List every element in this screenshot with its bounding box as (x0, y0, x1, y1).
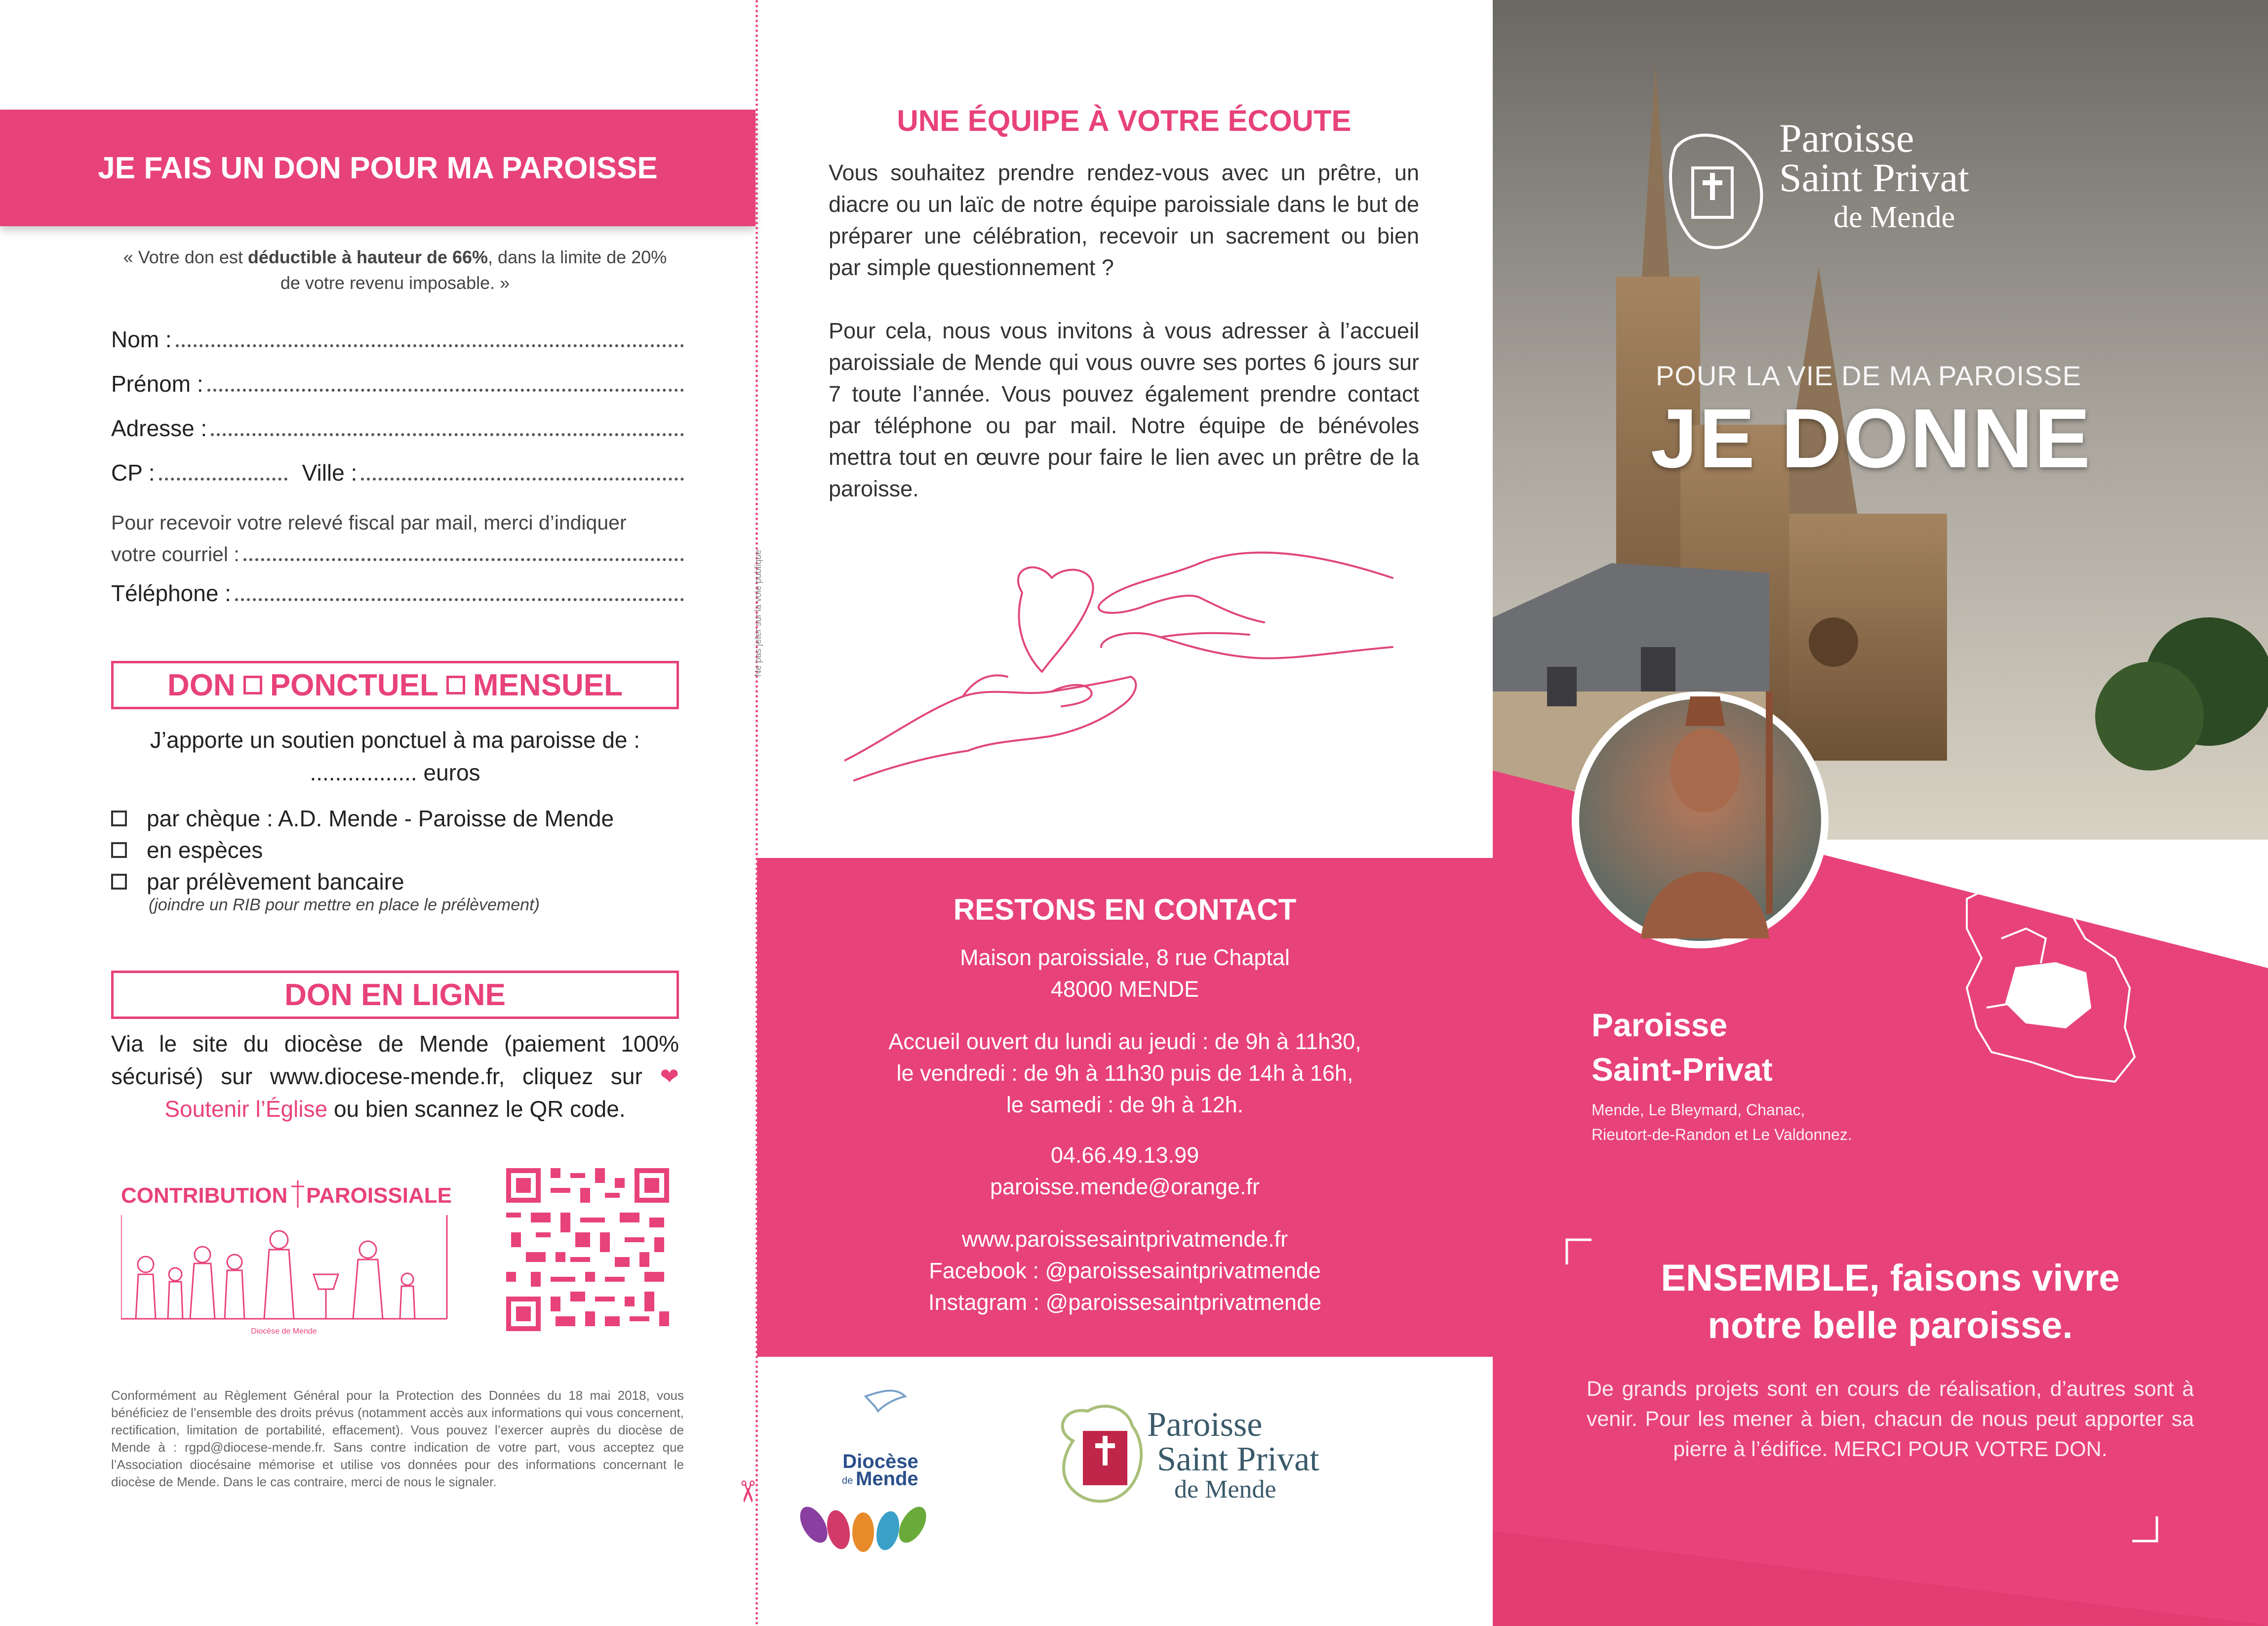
prelevement-label: par prélèvement bancaire (147, 869, 404, 894)
option-prelevement[interactable] (111, 866, 614, 897)
paroisse-line2: Saint Privat (1157, 1440, 1319, 1478)
parish-towns (1592, 1098, 1852, 1147)
online-donation-title: DON EN LIGNE (284, 977, 506, 1012)
ensemble-line-2: notre belle paroisse. (1708, 1304, 2073, 1346)
mensuel-checkbox[interactable] (446, 676, 465, 694)
cp-ville-field[interactable] (111, 459, 684, 504)
amount-field[interactable]: ................. (310, 760, 417, 785)
don-label: DON (167, 668, 236, 702)
cheque-label: par chèque : A.D. Mende - Paroisse de Mende (147, 806, 614, 831)
online-donation-text (111, 1027, 679, 1125)
online-text-2: ou bien scannez le QR code. (333, 1096, 626, 1122)
diocese-mende-logo (795, 1390, 932, 1552)
qr-code[interactable] (506, 1168, 669, 1331)
paroisse-line1: Paroisse (1147, 1406, 1263, 1444)
scissors-icon: ✂ (731, 1479, 764, 1504)
towns-line-2: Rieutort-de-Randon et Le Valdonnez. (1592, 1126, 1852, 1143)
contact-facebook[interactable]: Facebook : @paroissesaintprivatmende (929, 1258, 1321, 1283)
ville-label: Ville : (302, 460, 358, 486)
soutenir-link[interactable]: ❤ Soutenir l’Église (164, 1063, 679, 1122)
litter-notice: Ne pas jeter sur la voie publique (753, 549, 763, 677)
deduction-bold: déductible à hauteur de 66% (247, 247, 488, 267)
ponctuel-label: PONCTUEL (270, 668, 438, 702)
diocese-de: de (842, 1475, 853, 1486)
cover-panel (1493, 0, 2268, 1626)
ensemble-line-1: ENSEMBLE, faisons vivre (1661, 1257, 2120, 1299)
cp-label: CP : (111, 460, 155, 486)
support-amount (111, 724, 679, 789)
support-line: J’apporte un soutien ponctuel à ma paroisse de : (150, 727, 640, 753)
mensuel-label: MENSUEL (473, 668, 623, 702)
contact-title: RESTONS EN CONTACT (953, 893, 1297, 926)
telephone-label: Téléphone : (111, 580, 231, 606)
heart-icon: ❤ (660, 1063, 679, 1089)
paroissiale-word: PAROISSIALE (306, 1183, 452, 1208)
team-paragraph-2: Pour cela, nous vous invitons à vous adresser à l’accueil paroissiale de Mende qui vous ouvre ses portes 6 jours sur 7 toute l’année. Vous pouvez également prendre contact par téléphone ou par mail. Notre équipe de bénévoles mettra tout en œuvre pour faire le lien avec un prêtre de la paroisse. (829, 318, 1419, 501)
contact-section (757, 858, 1493, 1357)
prenom-field[interactable] (111, 370, 684, 415)
donation-banner (0, 110, 756, 226)
contribution-caption: Diocèse de Mende (251, 1327, 317, 1336)
cheque-checkbox[interactable] (111, 811, 127, 826)
diocese-line2: Mende (856, 1468, 918, 1490)
option-cheque[interactable] (111, 803, 614, 834)
brand-line-3: de Mende (1833, 201, 1955, 234)
address-line-1: Maison paroissiale, 8 rue Chaptal (960, 945, 1290, 970)
email-note: Pour recevoir votre relevé fiscal par mail, merci d’indiquer (111, 511, 627, 534)
email-label: votre courriel : (111, 543, 239, 566)
hero-title: JE DONNE (1651, 392, 2092, 486)
nom-label: Nom : (111, 326, 172, 352)
contact-phone[interactable]: 04.66.49.13.99 (1050, 1142, 1199, 1168)
telephone-field[interactable] (111, 580, 684, 624)
contribution-word: CONTRIBUTION (121, 1183, 288, 1208)
payment-options (111, 803, 614, 915)
especes-label: en espèces (147, 837, 263, 863)
team-paragraph-1: Vous souhaitez prendre rendez-vous avec un prêtre, un diacre ou un laïc de notre équipe paroissiale dans le but de préparer une célébration, recevoir un sacrement ou bien par simple questionnement ? (829, 160, 1419, 280)
adresse-label: Adresse : (111, 415, 207, 441)
contact-online (757, 1223, 1493, 1318)
contact-address (757, 942, 1493, 1005)
brand-line-1: Paroisse (1779, 116, 1914, 161)
projects-paragraph: De grands projets sont en cours de réalisation, d’autres sont à venir. Pour les mener à bien, chacun de nous peut apporter sa pierre à l’édifice. (1587, 1377, 2194, 1461)
deduction-post: , dans la limite de 20% de votre revenu imposable. » (280, 247, 667, 293)
donor-form (111, 326, 684, 624)
contact-phone-email (757, 1139, 1493, 1203)
people-illustration-icon (121, 1215, 447, 1319)
rib-hint: (joindre un RIB pour mettre en place le prélèvement) (149, 895, 540, 914)
amount-unit: euros (423, 760, 480, 785)
partner-logos (757, 1357, 1493, 1626)
contact-website[interactable]: www.paroissesaintprivatmende.fr (961, 1226, 1288, 1252)
dove-icon (866, 1390, 905, 1411)
address-line-2: 48000 MENDE (1050, 976, 1199, 1002)
deduction-pre: « Votre don est (123, 247, 248, 267)
online-donation-box (111, 971, 679, 1019)
brand-line-2: Saint Privat (1779, 155, 1969, 200)
diocese-line1: Diocèse (842, 1451, 918, 1472)
parish-name-line-2: Saint-Privat (1592, 1051, 1773, 1088)
donation-banner-title: JE FAIS UN DON POUR MA PAROISSE (98, 151, 658, 185)
prelevement-checkbox[interactable] (111, 874, 127, 890)
parish-name-line-1: Paroisse (1592, 1007, 1728, 1043)
contact-email[interactable]: paroisse.mende@orange.fr (990, 1174, 1260, 1199)
nom-field[interactable] (111, 326, 684, 370)
ensemble-heading (1572, 1255, 2209, 1349)
contribution-paroissiale-logo (121, 1176, 457, 1339)
paroisse-saint-privat-logo (1063, 1406, 1319, 1504)
hours-line-3: le samedi : de 9h à 12h. (1006, 1092, 1244, 1117)
email-field[interactable] (111, 507, 684, 570)
contact-instagram[interactable]: Instagram : @paroissesaintprivatmende (928, 1290, 1322, 1315)
tax-deduction-note (111, 244, 679, 296)
hours-line-2: le vendredi : de 9h à 11h30 puis de 14h à 16h, (896, 1060, 1353, 1086)
option-especes[interactable] (111, 834, 614, 866)
donation-form-panel (0, 0, 756, 1626)
hands-heart-icon (844, 533, 1402, 785)
towns-line-1: Mende, Le Bleymard, Chanac, (1592, 1101, 1805, 1119)
hours-line-1: Accueil ouvert du lundi au jeudi : de 9h à 11h30, (888, 1029, 1361, 1054)
paroisse-line3: de Mende (1174, 1475, 1276, 1504)
adresse-field[interactable] (111, 415, 684, 459)
thanks-line: MERCI POUR VOTRE DON. (1833, 1437, 2108, 1461)
church-crest-icon (1671, 135, 1761, 248)
team-title: UNE ÉQUIPE À VOTRE ÉCOUTE (897, 104, 1352, 137)
especes-checkbox[interactable] (111, 842, 127, 858)
hero-subtitle: POUR LA VIE DE MA PAROISSE (1656, 360, 2082, 391)
ponctuel-checkbox[interactable] (243, 676, 262, 694)
opening-hours (757, 1026, 1493, 1121)
brand-name (1779, 116, 1969, 237)
donation-type-box (111, 661, 679, 709)
projects-text (1587, 1374, 2194, 1464)
prenom-label: Prénom : (111, 371, 203, 397)
rgpd-notice: Conformément au Règlement Général pour la Protection des Données du 18 mai 2018, vous bénéficiez de l’ensemble des droits prévus (notamment accès aux informations qui vous concernent, rectification, limitation de portabilité, effacement). Vous pouvez l’exercer auprès du diocèse de Mende à : rgpd@diocese-mende.fr. Sans contre indication de votre part, vous acceptez que l’Association diocésaine mémorise et utilise vos données pour des informations concernant le diocèse de Mende. Dans le cas contraire, merci de nous le signaler. (111, 1388, 684, 1489)
parish-name (1592, 1003, 1773, 1092)
online-text-1: Via le site du diocèse de Mende (paiement 100% sécurisé) sur www.diocese-mende.fr, cliquez sur (111, 1031, 679, 1089)
